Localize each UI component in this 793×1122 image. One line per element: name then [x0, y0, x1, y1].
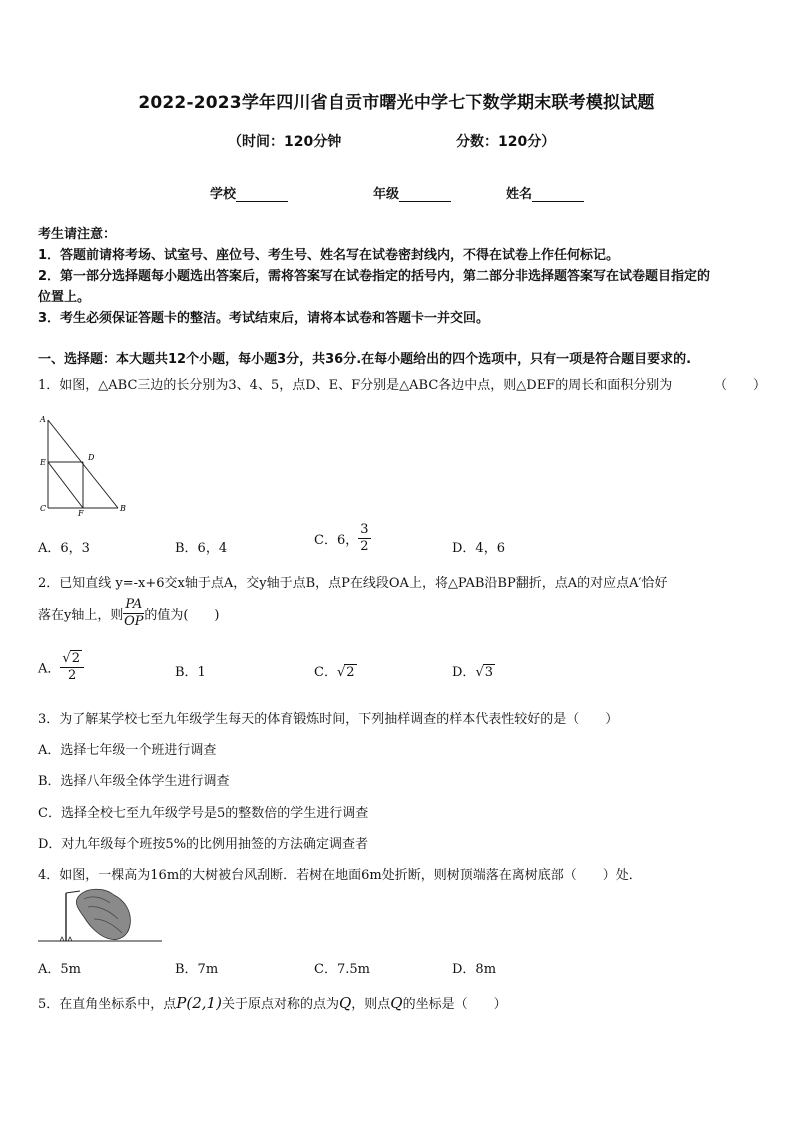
q4-text: 4．如图，一棵高为16m的大树被台风刮断．若树在地面6m处折断，则树顶端落在离树底部（ ）处． [38, 868, 642, 883]
note-3: 3．考生必须保证答题卡的整洁。考试结束后，请将本试卷和答题卡一并交回。 [38, 311, 490, 326]
q5-text-prefix: 5．在直角坐标系中，点 [38, 997, 177, 1012]
q1-option-b[interactable]: B．6，4 [175, 541, 228, 556]
q3-option-a[interactable]: A．选择七年级一个班进行调查 [38, 743, 217, 758]
q4-option-d[interactable]: D．8m [452, 962, 497, 977]
q5-text [38, 993, 507, 1012]
q1-label-f: F [78, 509, 84, 518]
school-field [210, 183, 288, 202]
q1-option-c[interactable] [314, 522, 371, 555]
q1-option-c-denominator: 2 [360, 539, 369, 554]
q2-fraction [123, 597, 144, 630]
q2-option-a-fraction [60, 650, 84, 684]
exam-time: （时间：120分钟 [228, 134, 342, 150]
q5-text-suffix: 的坐标是（ ） [402, 997, 507, 1012]
q2-option-a-numerator [60, 650, 84, 668]
q2-option-a-denominator: 2 [68, 668, 77, 683]
q3-option-d[interactable]: D．对九年级每个班按5%的比例用抽签的方法确定调查者 [38, 837, 369, 852]
grade-field [373, 183, 451, 202]
grade-blank[interactable] [399, 189, 451, 202]
note-2: 2．第一部分选择题每小题选出答案后，需将答案写在试卷指定的括号内，第二部分非选择题答案写在试卷题目指定的 [38, 269, 711, 284]
q2-option-a[interactable] [38, 650, 84, 684]
q2-option-d-prefix: D． [452, 665, 476, 680]
q3-text: 3．为了解某学校七至九年级学生每天的体育锻炼时间，下列抽样调查的样本代表性较好的是（ ） [38, 712, 619, 727]
q2-option-d-radicand: 3 [484, 665, 494, 680]
notes-heading: 考生请注意： [38, 227, 117, 242]
sqrt-icon: √ [62, 651, 71, 666]
q2-text-line2 [38, 597, 219, 630]
q1-option-c-fraction [358, 522, 370, 555]
q2-text-line1: 2．已知直线 y=-x+6交x轴于点A，交y轴于点B，点P在线段OA上，将△PAB沿BP翻折，点A的对应点A′恰好 [38, 576, 668, 591]
sqrt-icon: √ [475, 665, 484, 680]
q3-option-c[interactable]: C．选择全校七至九年级学号是5的整数倍的学生进行调查 [38, 806, 369, 821]
q1-triangle-figure [36, 410, 132, 518]
grade-label: 年级 [373, 187, 400, 202]
q2-text-prefix: 落在y轴上，则 [38, 608, 124, 623]
q2-option-c[interactable] [314, 661, 357, 680]
name-label: 姓名 [506, 187, 533, 202]
q3-option-b[interactable]: B．选择八年级全体学生进行调查 [38, 774, 230, 789]
q2-option-b[interactable]: B．1 [175, 665, 206, 680]
q1-label-e: E [40, 458, 46, 467]
note-2-cont: 位置上。 [38, 290, 91, 305]
q1-label-d: D [88, 453, 95, 462]
q2-fraction-numerator: PA [125, 597, 143, 612]
q1-text: 1．如图，△ABC三边的长分别为3、4、5，点D、E、F分别是△ABC各边中点，则△DEF的周长和面积分别为 [38, 378, 673, 393]
q5-point-q: Q [338, 994, 352, 1012]
q4-tree-figure [38, 885, 164, 945]
q4-option-b[interactable]: B．7m [175, 962, 219, 977]
q2-option-a-radicand: 2 [71, 651, 80, 666]
exam-score: 分数：120分） [456, 134, 556, 150]
q1-option-d[interactable]: D．4，6 [452, 541, 505, 556]
q2-option-d[interactable] [452, 661, 495, 680]
q1-option-c-prefix: C．6， [314, 533, 359, 548]
q5-point-p: P(2,1) [176, 994, 222, 1012]
q1-label-a: A [40, 415, 46, 424]
q2-fraction-denominator: OP [124, 614, 144, 629]
section-heading: 一、选择题：本大题共12个小题，每小题3分，共36分.在每小题给出的四个选项中，只有一项是符合题目要求的. [38, 352, 692, 367]
school-blank[interactable] [236, 189, 288, 202]
q1-label-c: C [40, 504, 47, 513]
name-field [506, 183, 584, 202]
note-1: 1．答题前请将考场、试室号、座位号、考生号、姓名写在试卷密封线内，不得在试卷上作任何标记。 [38, 248, 620, 263]
q2-option-a-prefix: A． [38, 661, 61, 677]
name-blank[interactable] [532, 189, 584, 202]
q5-text-mid2: ，则点 [351, 997, 391, 1012]
page-title: 2022-2023学年四川省自贡市曙光中学七下数学期末联考模拟试题 [138, 93, 655, 113]
q1-answer-paren: （ ） [714, 378, 767, 393]
q1-option-c-numerator: 3 [360, 522, 369, 537]
q4-option-a[interactable]: A．5m [38, 962, 81, 977]
q1-option-a[interactable]: A．6，3 [38, 541, 90, 556]
q2-option-c-prefix: C． [314, 665, 337, 680]
q2-option-c-radicand: 2 [346, 665, 355, 680]
q5-text-mid: 关于原点对称的点为 [221, 997, 339, 1012]
q4-option-c[interactable]: C．7.5m [314, 962, 370, 977]
q5-point-q-ref: Q [390, 994, 403, 1012]
school-label: 学校 [210, 187, 237, 202]
q1-label-b: B [120, 504, 126, 513]
sqrt-icon: √ [336, 665, 346, 680]
q2-text-suffix: 的值为( ) [144, 608, 220, 623]
